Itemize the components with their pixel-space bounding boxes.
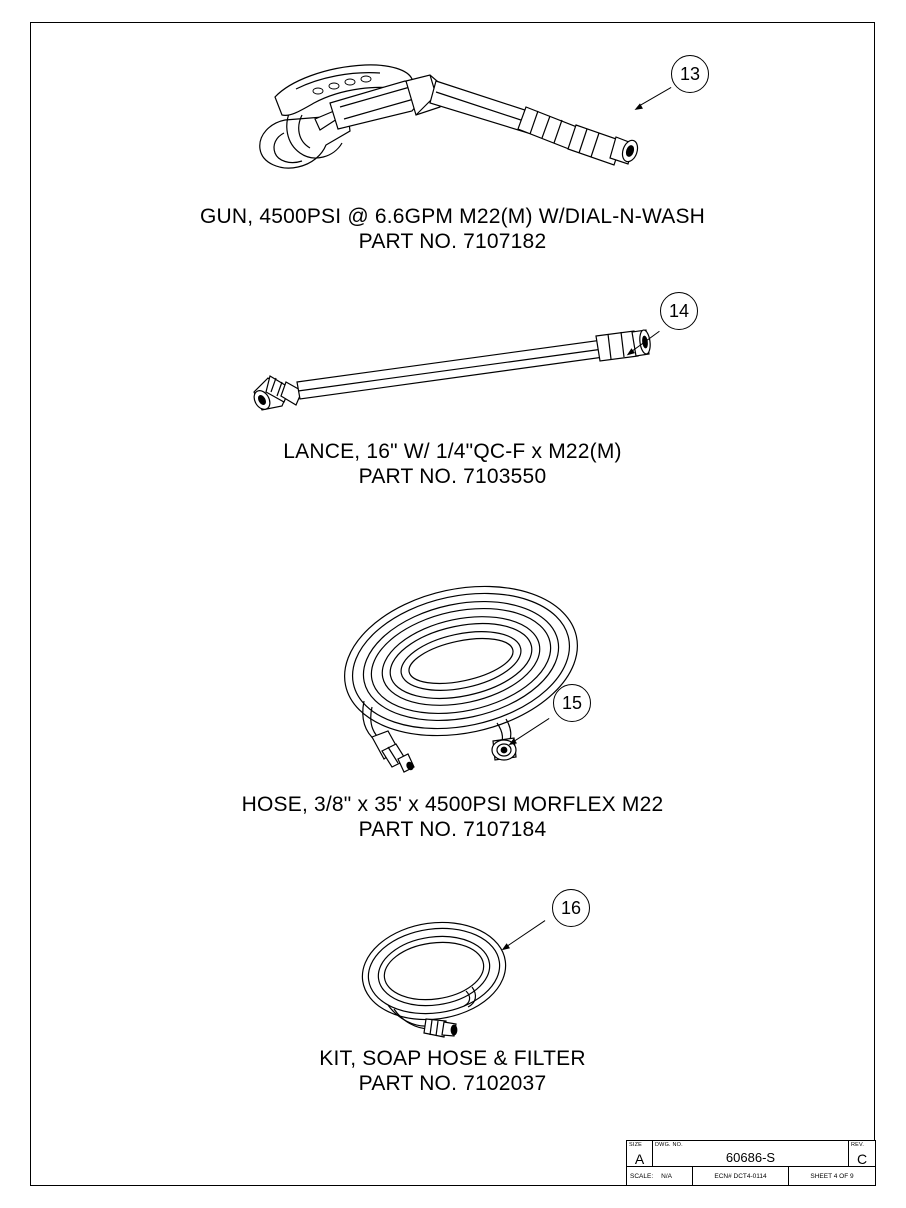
dwg-no-value: 60686-S — [725, 1150, 776, 1166]
balloon-14: 14 — [660, 292, 698, 330]
spray-gun-icon — [230, 45, 680, 175]
item-14-caption — [30, 440, 875, 490]
item-16-caption — [30, 1047, 875, 1097]
balloon-15: 15 — [553, 684, 591, 722]
balloon-16: 16 — [552, 889, 590, 927]
balloon-13: 13 — [671, 55, 709, 93]
item-16-caption-line2: PART NO. 7102037 — [358, 1071, 547, 1095]
item-15-caption-line1: HOSE, 3/8" x 35' x 4500PSI MORFLEX M22 — [241, 793, 664, 816]
item-15-caption-line2: PART NO. 7107184 — [358, 817, 547, 841]
rev-value: C — [856, 1151, 868, 1168]
sheet-cell — [789, 1167, 875, 1185]
scale-value: N/A — [661, 1172, 672, 1180]
ecn-value: ECN# DCT4-0114 — [714, 1172, 767, 1180]
lance-wand-icon — [240, 320, 660, 430]
dwg-no-label: DWG. NO. — [655, 1142, 683, 1148]
sheet-value: SHEET 4 OF 9 — [810, 1172, 854, 1180]
dwg-no-cell — [653, 1141, 849, 1166]
title-block-row-meta — [627, 1167, 875, 1185]
title-block-row-main — [627, 1141, 875, 1167]
size-value: A — [634, 1151, 645, 1168]
rev-label: REV. — [851, 1142, 865, 1148]
item-13-caption-line1: GUN, 4500PSI @ 6.6GPM M22(M) W/DIAL-N-WASH — [199, 205, 706, 228]
coiled-hose-icon — [330, 555, 610, 780]
item-13-caption — [30, 205, 875, 255]
rev-cell — [849, 1141, 875, 1166]
item-16-caption-line1: KIT, SOAP HOSE & FILTER — [319, 1047, 586, 1070]
item-14-caption-line1: LANCE, 16" W/ 1/4"QC-F x M22(M) — [283, 440, 622, 463]
item-14-caption-line2: PART NO. 7103550 — [358, 464, 547, 488]
item-15-caption — [30, 793, 875, 843]
soap-hose-coil-icon — [350, 905, 550, 1050]
item-13-caption-line2: PART NO. 7107182 — [358, 229, 547, 253]
title-block — [626, 1140, 876, 1186]
ecn-cell — [693, 1167, 789, 1185]
size-cell — [627, 1141, 653, 1166]
size-label: SIZE — [629, 1142, 643, 1148]
scale-label: SCALE: — [630, 1172, 654, 1180]
scale-cell — [627, 1167, 693, 1185]
